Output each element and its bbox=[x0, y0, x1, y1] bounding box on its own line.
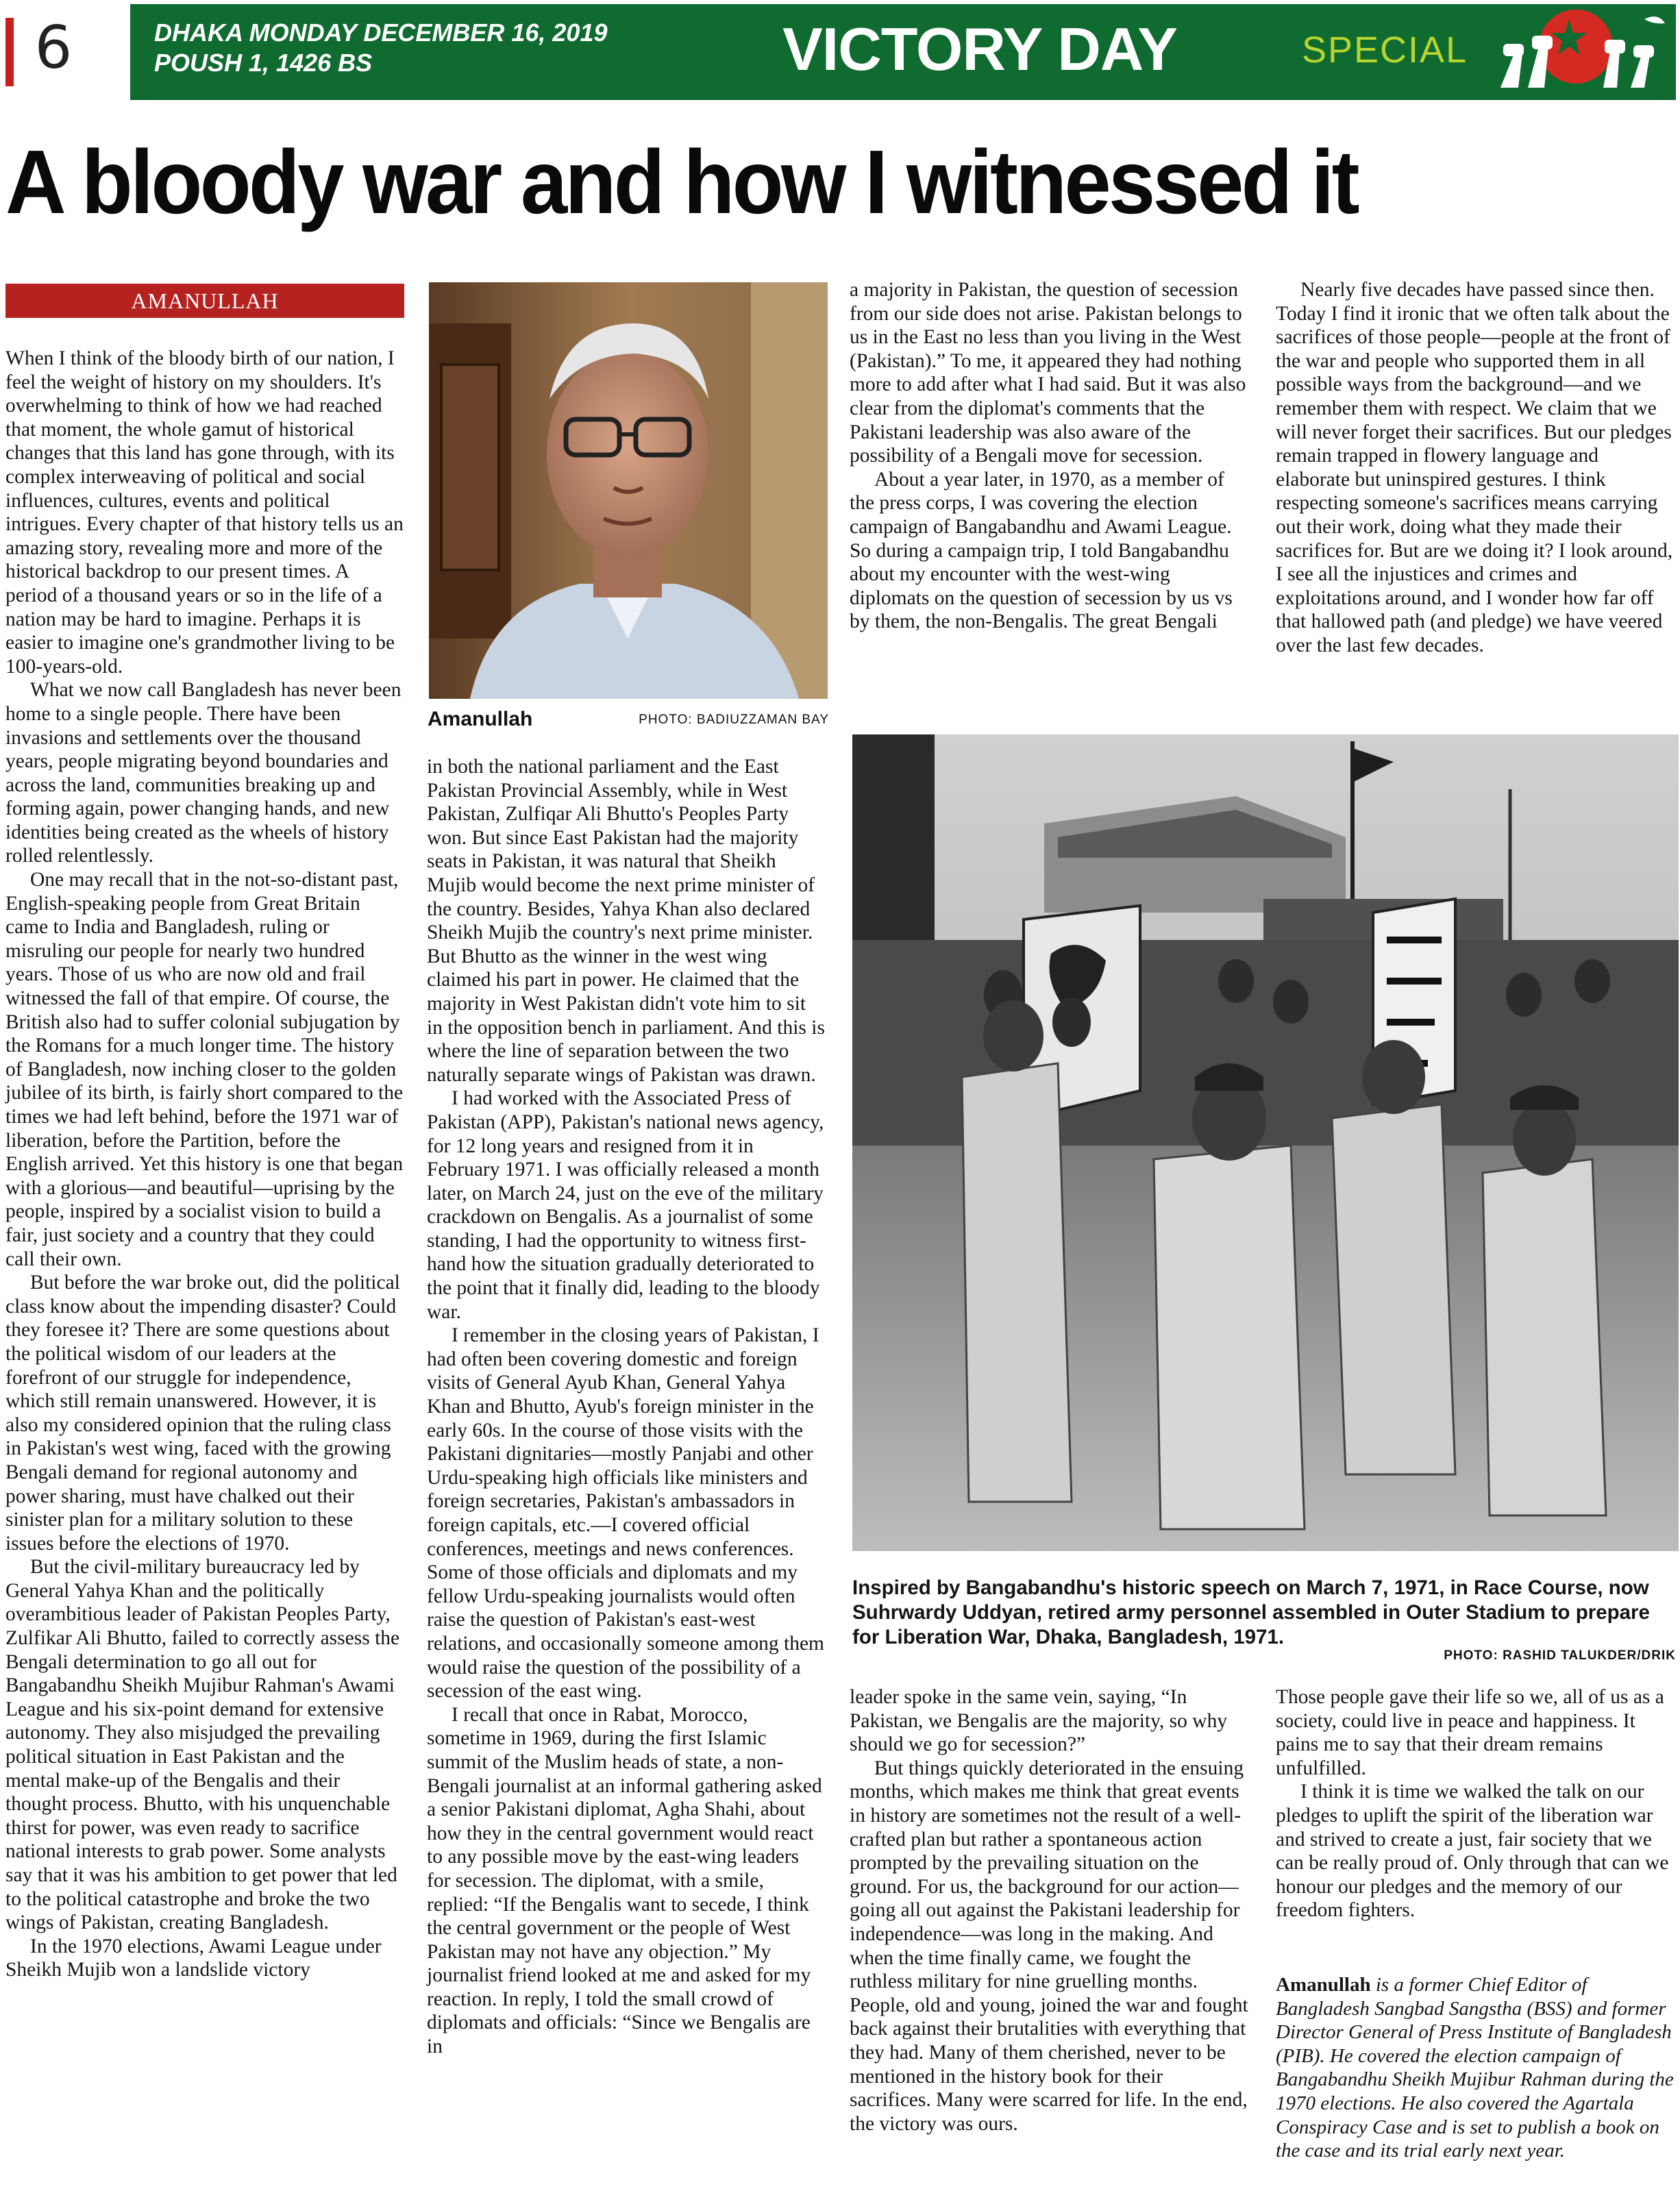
article-column-3-top bbox=[850, 278, 1248, 634]
photo-caption: Inspired by Bangabandhu's historic speech on March 7, 1971, in Race Course, now Suhrwardy Uddyan, retired army personnel assembled in Outer Stadium to prepare for Liberation War, Dhaka, Bangladesh, 1971. bbox=[852, 1576, 1650, 1648]
paragraph: a majority in Pakistan, the question of secession from our side does not arise. Pakistan belongs to us in the East no less than you living in the West (Pakistan).” To me, it appeared they had nothing more to add after what I had said. But it was also clear from the diplomat's comments that the Pakistani leadership was also aware of the possibility of a Bengali move for secession. bbox=[850, 279, 1246, 467]
paragraph: About a year later, in 1970, as a member of the press corps, I was covering the election campaign of Bangabandhu and Awami League. So during a campaign trip, I told Bangabandhu about my encounter with the west-wing diplomats on the question of secession by us vs by them, the non-Bengalis. The great Bengali bbox=[850, 468, 1233, 633]
paragraph: I recall that once in Rabat, Morocco, sometime in 1969, during the first Islamic summit of the Muslim heads of state, a non-Bengali journalist at an informal gathering asked a senior Pakistani diplomat, Agha Shahi, about how they in the central government would react to any possible move by the east-wing leaders for secession. The diplomat, with a smile, replied: “If the Bengalis want to secede, I think the central government or the people of West Pakistan may not have any objection.” My journalist friend looked at me and asked for my reaction. In reply, I told the small crowd of diplomats and officials: “Since we Bengalis are in bbox=[427, 1703, 822, 2058]
paragraph: But before the war broke out, did the political class know about the impending disaster? Could they foresee it? There are some questions about the political wisdom of our leaders at the forefront of our struggle for independence, which still remain unanswered. However, it is also my considered opinion that the ruling class in Pakistan's west wing, faced with the growing Bengali demand for regional autonomy and power sharing, must have chalked out their sinister plan for a military solution to these issues before the elections of 1970. bbox=[5, 1272, 400, 1555]
paragraph: Nearly five decades have passed since then. Today I find it ironic that we often talk about the sacrifices of those people—people at the front of the war and people who supported them in all possible ways from the background—and we remember them with respect. We claim that we will never forget their sacrifices. But our pledges remain trapped in flowery language and elaborate but uninspired gestures. I think respecting someone's sacrifices means carrying out their work, doing what they made their sacrifices for. But are we doing it? I look around, I see all the injustices and crimes and exploitations around, and I wonder how far off that hallowed path (and pledge) we have veered over the last few decades. bbox=[1276, 279, 1673, 656]
paragraph: One may recall that in the not-so-distant past, English-speaking people from Great Britain came to India and Bangladesh, ruling or misruling our people for nearly two hundred years. Those of us who are now old and frail witnessed the fall of that empire. Of course, the British also had to suffer colonial subjugation by the Romans for a much longer time. The history of Bangladesh, now inching closer to the golden jubilee of its birth, is fairly short compared to the times we had left behind, before the 1971 war of liberation, before the Partition, before the English arrived. Yet this history is one that began with a glorious—and beautiful—uprising by the people, inspired by a socialist vision to build a fair, just society and a country that they could call their own. bbox=[5, 869, 404, 1270]
paragraph: I remember in the closing years of Pakistan, I had often been covering domestic and foreign visits of General Ayub Khan, General Yahya Khan and Bhutto, Ayub's foreign minister in the early 60s. In the course of those visits with the Pakistani dignitaries—mostly Panjabi and other Urdu-speaking high officials like ministers and foreign secretaries, Pakistan's ambassadors in foreign capitals, etc.—I covered official conferences, meetings and news conferences. Some of those officials and diplomats and my fellow Urdu-speaking journalists would often raise the question of Pakistan's east-west relations, and occasionally someone among them would raise the question of the possibility of a secession of the east wing. bbox=[427, 1324, 825, 1703]
paragraph: But the civil-military bureaucracy led by General Yahya Khan and the politically overambitious leader of Pakistan Peoples Party, Zulfikar Ali Bhutto, failed to correctly assess the Bengali determination to go all out for Bangabandhu Sheikh Mujibur Rahman's Awami League and his six-point demand for extensive autonomy. They also misjudged the prevailing political situation in East Pakistan and the mental make-up of the Bengalis and their thought process. Bhutto, with his unquenchable thirst for power, was even ready to sacrifice national interests to grab power. Some analysts say that it was his ambition to get power that led to the political catastrophe and broke the two wings of Pakistan, creating Bangladesh. bbox=[5, 1556, 400, 1934]
article-column-4-bottom bbox=[1276, 1685, 1675, 1922]
paragraph: Those people gave their life so we, all of us as a society, could live in peace and happiness. It pains me to say that their dream remains unfulfilled. bbox=[1276, 1686, 1664, 1779]
paragraph: I had worked with the Associated Press of Pakistan (APP), Pakistan's national news agency, for 12 long years and resigned from it in February 1971. I was officially released a month later, on March 24, just on the eve of the military crackdown on Bengalis. As a journalist of some standing, I had the opportunity to witness first-hand how the situation gradually deteriorated to the point that it finally did, leading to the bloody war. bbox=[427, 1087, 824, 1323]
portrait-caption: Amanullah bbox=[428, 708, 533, 730]
author-bio-name: Amanullah bbox=[1276, 1974, 1371, 1996]
headline: A bloody war and how I witnessed it bbox=[5, 132, 1357, 232]
paragraph: In the 1970 elections, Awami League under Sheikh Mujib won a landslide victory bbox=[5, 1935, 382, 1981]
author-bio-text: is a former Chief Editor of Bangladesh Sangbad Sangstha (BSS) and former Director General of Press Institute of Bangladesh (PIB). He covered the election campaign of Bangabandhu Sheikh Mujibur Rahman during the 1970 elections. He also covered the Agartala Conspiracy Case and is set to publish a book on the case and its trial early next year. bbox=[1276, 1974, 1674, 2162]
article-column-3-bottom bbox=[850, 1685, 1248, 2136]
page-number: 6 bbox=[34, 14, 73, 82]
paragraph: But things quickly deteriorated in the ensuing months, which makes me think that great events in history are sometimes not the result of a well-crafted plan but rather a spontaneous action prompted by the prevailing situation on the ground. For us, the background for our action—going all out against the Pakistani leadership for independence—was long in the making. And when the time finally came, we fought the ruthless military for nine gruelling months. People, old and young, joined the war and fought back against their brutalities with everything that they had. Many of them cherished, never to be mentioned in the history book for their sacrifices. Many were scarred for life. In the end, the victory was ours. bbox=[850, 1757, 1248, 2135]
paragraph: When I think of the bloody birth of our nation, I feel the weight of history on my shoulders. It's overwhelming to think of how we had reached that moment, the whole gamut of historical changes that this land has gone through, with its complex interweaving of political and social influences, cultures, events and political intrigues. Every chapter of that history tells us an amazing story, revealing more and more of the historical backdrop to our present times. A period of a thousand years or so in the life of a nation may be hard to imagine. Perhaps it is easier to imagine one's grandmother living to be 100-years-old. bbox=[5, 347, 404, 678]
article-column-2 bbox=[427, 755, 826, 2059]
dateline bbox=[154, 18, 607, 78]
liberation-war-photo bbox=[852, 734, 1679, 1551]
dateline-bengali: POUSH 1, 1426 BS bbox=[154, 49, 373, 77]
byline: AMANULLAH bbox=[5, 284, 404, 318]
dateline-gregorian: DHAKA MONDAY DECEMBER 16, 2019 bbox=[154, 18, 608, 47]
special-label: SPECIAL bbox=[1302, 29, 1468, 71]
article-column-4-top bbox=[1276, 278, 1675, 658]
photo-credit: PHOTO: RASHID TALUKDER/DRIK bbox=[1444, 1648, 1676, 1663]
paragraph: I think it is time we walked the talk on our pledges to uplift the spirit of the liberation war and strived to create a just, fair society that we can be really proud of. Only through that can we honour our pledges and the memory of our freedom fighters. bbox=[1276, 1781, 1669, 1922]
paragraph: What we now call Bangladesh has never been home to a single people. There have been invasions and settlements over the thousand years, people migrating beyond boundaries and across the land, communities breaking up and forming again, power changing hands, and new identities being created as the wheels of history rolled relentlessly. bbox=[5, 679, 402, 867]
section-title: VICTORY DAY bbox=[782, 15, 1177, 83]
paragraph: leader spoke in the same vein, saying, “In Pakistan, we Bengalis are the majority, so why should we go for secession?” bbox=[850, 1686, 1228, 1756]
author-portrait bbox=[429, 282, 828, 699]
author-bio bbox=[1276, 1973, 1675, 2163]
victory-emblem-icon bbox=[1473, 5, 1676, 99]
article-column-1 bbox=[5, 347, 404, 1982]
portrait-photo-credit: PHOTO: BADIUZZAMAN BAY bbox=[639, 713, 829, 727]
paragraph: in both the national parliament and the East Pakistan Provincial Assembly, while in West Pakistan, Zulfiqar Ali Bhutto's Peoples Party won. But since East Pakistan had the majority seats in Pakistan, it was natural that Sheikh Mujib would become the next prime minister of the country. Besides, Yahya Khan also declared Sheikh Mujib the country's next prime minister. But Bhutto as the winner in the west wing claimed his part in power. He claimed that the majority in West Pakistan didn't vote him to sit in the opposition bench in parliament. And this is where the line of separation between the two naturally separate wings of Pakistan was drawn. bbox=[427, 756, 825, 1086]
